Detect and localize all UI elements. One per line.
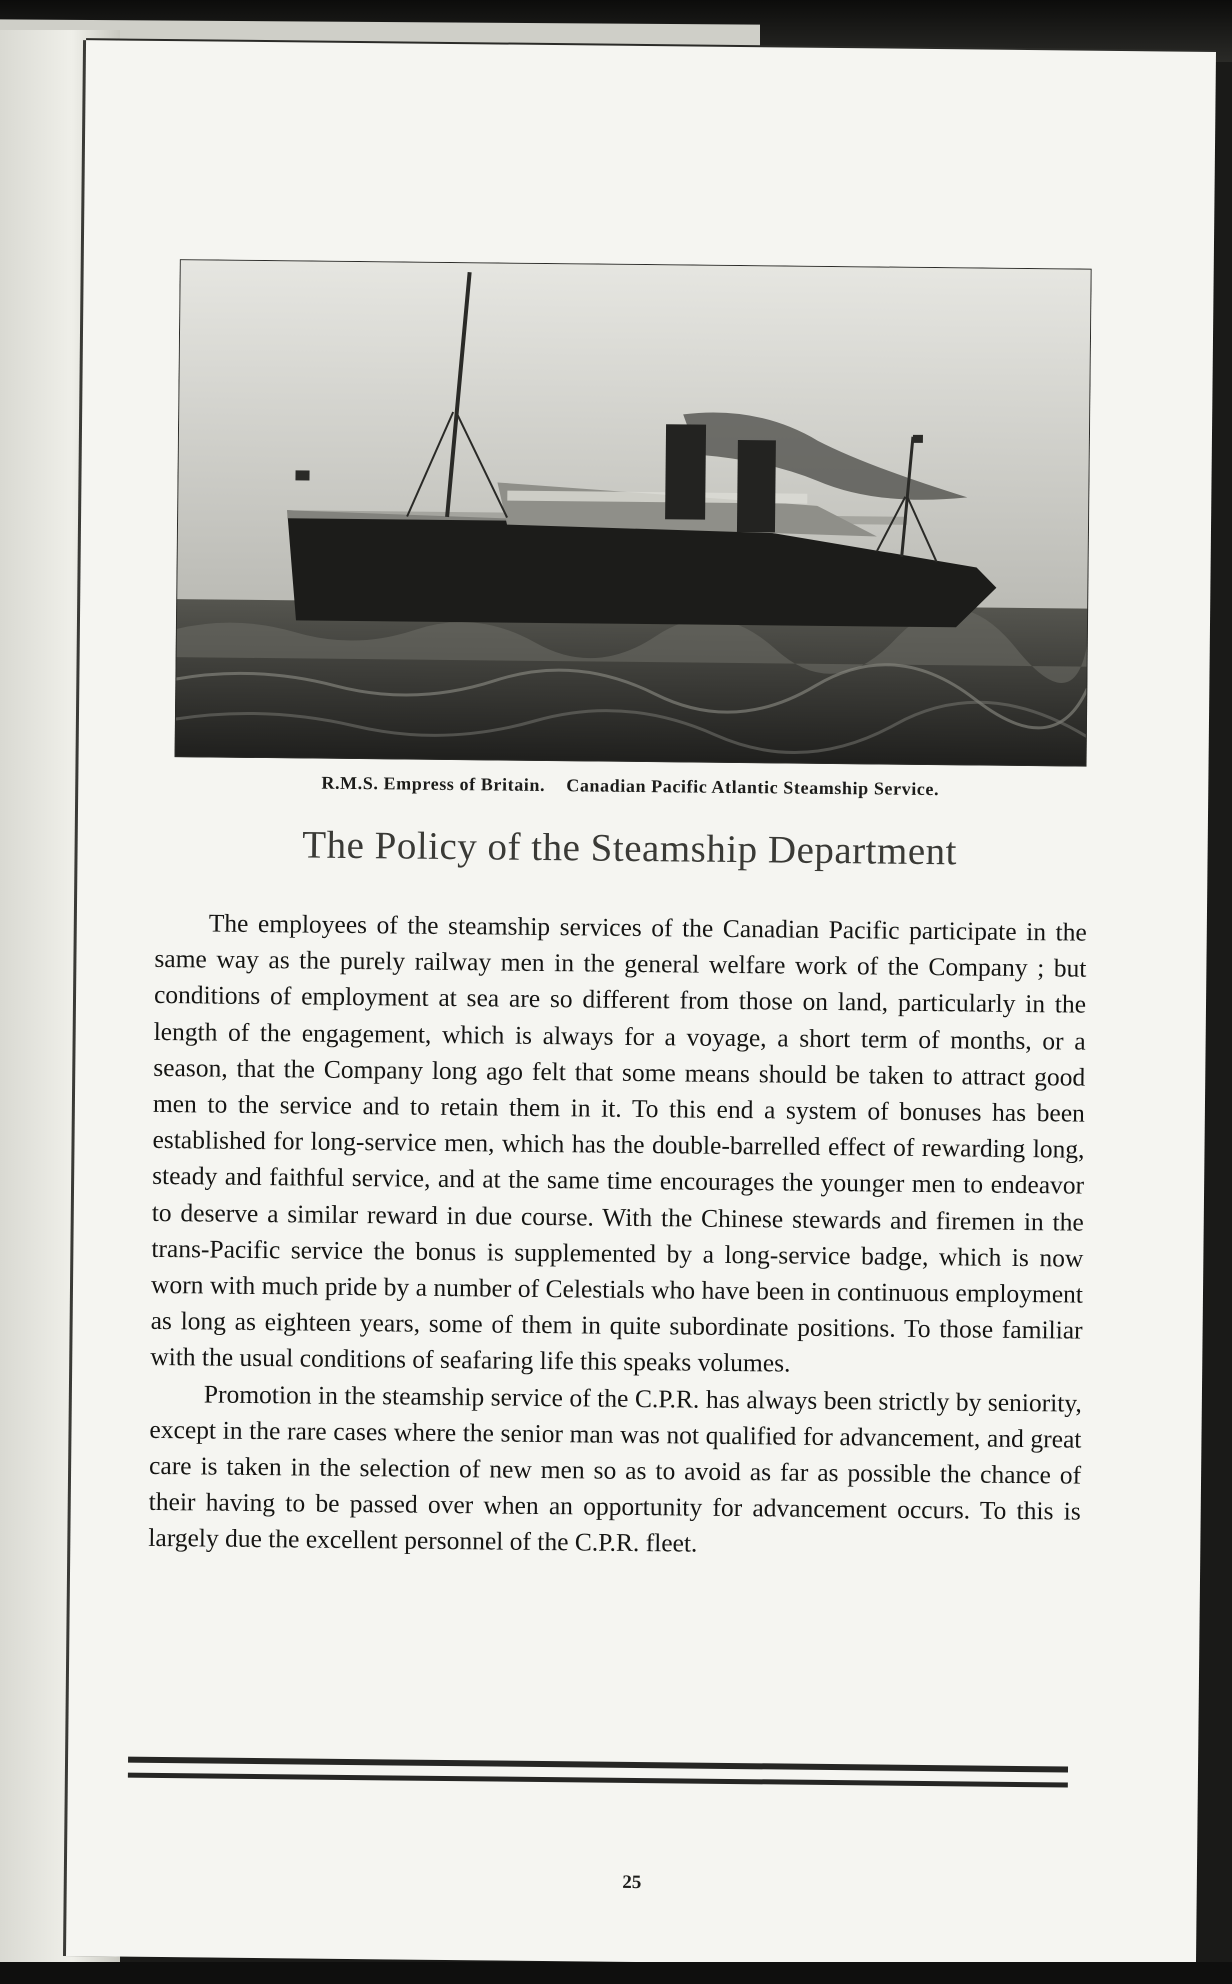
ship-illustration	[175, 259, 1092, 767]
caption-ship-name: R.M.S. Empress of Britain.	[321, 772, 546, 795]
caption-service-name: Canadian Pacific Atlantic Steamship Service.	[566, 775, 940, 800]
paragraph-1: The employees of the steamship services of the Canadian Pacific participate in the same way as the purely railway men in the general welfare work of the Company ; but conditions of employment at sea are so different from those on land, particularly in the length of the engagement, which is always for a voyage, a short term of months, or a season, that the Company long ago felt that some means should be taken to attract good men to the service and to retain them in it. To this end a system of bonuses has been established for long-service men, which has the double-barrelled effect of rewarding long, steady and faithful service, and at the same time encourages the younger men to endeavor to deserve a similar reward in due course. With the Chinese stewards and firemen in the trans-Pacific service the bonus is supplemented by a long-service badge, which is now worn with much pride by a number of Celestials who have been in continuous employment as long as eighteen years, some of them in quite subordinate positions. To those familiar with the usual conditions of seafaring life this speaks volumes.	[150, 908, 1087, 1379]
steamship-photograph	[175, 259, 1092, 767]
article-title: The Policy of the Steamship Department	[302, 823, 958, 874]
photo-caption	[174, 771, 1086, 802]
footer-rule-top	[128, 1757, 1068, 1773]
article-body	[148, 905, 1087, 1566]
footer-double-rule	[128, 1757, 1068, 1798]
scan-bottom-border	[0, 1962, 1232, 1984]
page-number: 25	[622, 1871, 642, 1894]
book-page	[66, 40, 1216, 1968]
footer-rule-bottom	[128, 1773, 1068, 1788]
paragraph-2: Promotion in the steamship service of the C.P.R. has always been strictly by seniority, except in the rare cases where the senior man was not qualified for advancement, and great care is taken in the selection of new men so as to avoid as far as possible the chance of their having to be passed over when an opportunity for advancement occurs. To this is largely due the excellent personnel of the C.P.R. fleet.	[148, 1379, 1083, 1559]
